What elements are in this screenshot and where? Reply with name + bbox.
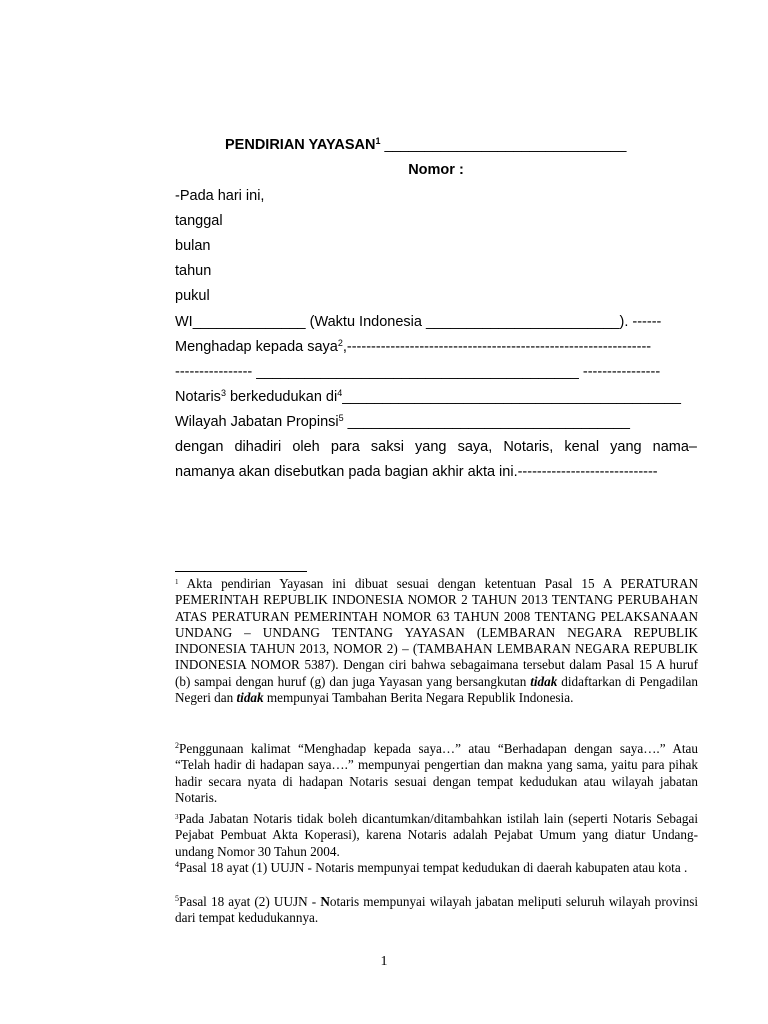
menghadap-dashes: ,--------------------------------------------------------------- xyxy=(342,339,652,355)
footnote-1-tidak-2: tidak xyxy=(236,690,264,706)
line-notaris xyxy=(175,388,697,406)
menghadap-text: Menghadap kepada saya xyxy=(175,339,338,355)
footnote-5-bold-n: N xyxy=(320,894,330,909)
footnote-4-text: Pasal 18 ayat (1) UUJN - Notaris mempunyai tempat kedudukan di daerah kabupaten atau kota . xyxy=(179,860,688,875)
footnote-ref-4: 4 xyxy=(337,388,343,398)
footnote-5-text-a: Pasal 18 ayat (2) UUJN - xyxy=(179,894,321,909)
footnote-4-number: 4 xyxy=(175,860,179,869)
line-dihadiri-1: dengan dihadiri oleh para saksi yang saya, Notaris, kenal yang nama– xyxy=(175,439,697,455)
footnote-1-text-c: mempunyai Tambahan Berita Negara Republik Indonesia. xyxy=(263,690,574,706)
line-pada-hari-ini: -Pada hari ini, xyxy=(175,188,265,204)
line-dash-blank: ---------------- ________________________________________ ---------------- xyxy=(175,364,661,380)
footnote-1-tidak-1: tidak xyxy=(530,673,558,689)
footnote-3-number: 3 xyxy=(175,813,179,821)
document-title xyxy=(225,136,747,154)
title-blank: ______________________________ xyxy=(380,137,627,153)
footnote-ref-5: 5 xyxy=(338,413,344,423)
footnote-3 xyxy=(175,811,698,860)
line-tanggal: tanggal xyxy=(175,213,223,229)
footnote-2 xyxy=(175,741,698,806)
line-wilayah xyxy=(175,413,697,431)
footnote-separator xyxy=(175,571,307,572)
line-pukul: pukul xyxy=(175,288,210,304)
berkedudukan-text: berkedudukan di xyxy=(225,389,338,405)
footnote-3-text: Pada Jabatan Notaris tidak boleh dicantumkan/ditambahkan istilah lain (seperti Notaris Sebagai Pejabat Pembuat Akta Koperasi), karena Notaris adalah Pejabat Umum yang diatur Undang-undang Nomor 30 Tahun 2004. xyxy=(175,811,698,859)
wilayah-blank: ___________________________________ xyxy=(343,414,630,430)
line-dihadiri-2: namanya akan disebutkan pada bagian akhir akta ini.----------------------------- xyxy=(175,464,658,480)
footnote-4 xyxy=(175,860,698,876)
notaris-text: Notaris xyxy=(175,389,221,405)
footnote-1-text-a: Akta pendirian Yayasan ini dibuat sesuai dengan ketentuan Pasal 15 A PERATURAN PEMERINTAH REPUBLIK INDONESIA NOMOR 2 TAHUN 2013 TENTANG PERUBAHAN ATAS PERATURAN PEMERINTAH NOMOR 63 TAHUN 2008 TENTANG PELAKSANAAN UNDANG – UNDANG TENTANG YAYASAN (LEMBARAN NEGARA REPUBLIK INDONESIA TAHUN 2013, NOMOR 2) – (TAMBAHAN LEMBARAN NEGARA REPUBLIK INDONESIA NOMOR 5387). Dengan ciri bahwa sebagaimana tersebut dalam Pasal 15 A huruf (b) sampai dengan huruf (g) dan juga Yayasan yang bersangkutan xyxy=(175,576,698,689)
footnote-5-number: 5 xyxy=(175,894,179,903)
title-text: PENDIRIAN YAYASAN xyxy=(225,137,376,153)
footnote-1-number: 1 xyxy=(175,578,179,586)
line-waktu-indonesia: WI______________ (Waktu Indonesia ________________________). ------ xyxy=(175,314,662,330)
footnote-1-text-b: didaftarkan di Pengadilan Negeri dan xyxy=(175,673,698,706)
line-tahun: tahun xyxy=(175,263,212,279)
footnote-ref-1: 1 xyxy=(375,136,381,146)
page-number: 1 xyxy=(380,954,388,969)
wilayah-text: Wilayah Jabatan Propinsi xyxy=(175,414,339,430)
line-menghadap xyxy=(175,338,697,356)
footnote-ref-2: 2 xyxy=(337,338,343,348)
footnote-2-text: Penggunaan kalimat “Menghadap kepada saya…” atau “Berhadapan dengan saya….” Atau “Telah hadir di hadapan saya….” mempunyai pengertian dan makna yang sama, yaitu para pihak hadir secara nyata di hadapan Notaris sesuai dengan tempat kedudukan atau wilayah jabatan Notaris. xyxy=(175,741,698,805)
footnote-ref-3: 3 xyxy=(220,388,226,398)
footnote-5 xyxy=(175,894,698,927)
footnote-5-text-b: otaris mempunyai wilayah jabatan meliputi seluruh wilayah provinsi dari tempat kedudukannya. xyxy=(175,894,698,926)
footnote-2-number: 2 xyxy=(175,741,179,750)
line-bulan: bulan xyxy=(175,238,211,254)
notaris-blank: __________________________________________ xyxy=(342,389,681,405)
footnote-1 xyxy=(175,576,698,706)
nomor-label: Nomor : xyxy=(408,162,464,178)
